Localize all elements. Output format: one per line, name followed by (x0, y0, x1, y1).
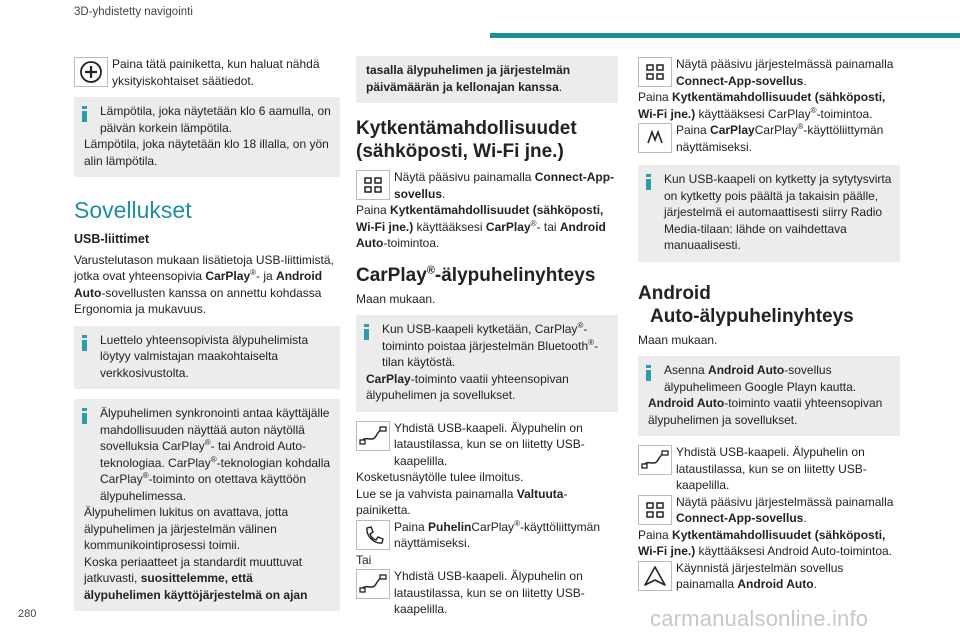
phone-row (356, 519, 618, 552)
usb-cable-icon (356, 569, 390, 599)
phone-app-icon (356, 520, 390, 550)
usb-paragraph: Varustelutason mukaan lisätietoja USB-liittimistä, jotka ovat yhteensopivia CarPlay®- ja Android Auto-sovellusten kanssa on annettu kohdassa Ergonomia ja mukavuus. (74, 252, 334, 316)
note-temperature (74, 97, 340, 177)
section-title: Sovellukset (74, 197, 192, 223)
usb-cable-icon (356, 421, 390, 451)
carplay-button-text: Paina CarPlayCarPlay®-käyttöliittymän näyttämiseksi. (676, 122, 884, 154)
grid-app-icon (638, 57, 672, 87)
android-auto-icon (638, 561, 672, 591)
running-header: 3D-yhdistetty navigointi (74, 6, 193, 18)
grid-app-icon (356, 170, 390, 200)
heading-carplay: CarPlay®-älypuhelinyhteys (356, 264, 596, 286)
connectivity-paragraph-3: Paina Kytkentämahdollisuudet (sähköposti, Wi-Fi jne.) käyttääksesi CarPlay®-toimintoa. (638, 90, 886, 121)
info-icon (364, 324, 369, 339)
android-auto-row (638, 560, 900, 593)
note-bt-req: CarPlay-toiminto vaatii yhteensopivan älypuhelimen ja sovellukset. (366, 371, 569, 402)
column-1 (74, 56, 340, 611)
plus-button-text: Paina tätä painiketta, kun haluat nähdä yksityiskohtaiset säätiedot. (112, 57, 320, 88)
country-note: Maan mukaan. (356, 291, 436, 306)
connect-app-row-4 (638, 494, 900, 527)
note-android (638, 356, 900, 436)
or-text: Tai (356, 552, 372, 567)
note-android-req: Android Auto-toiminto vaatii yhteensopivan älypuhelimen ja sovellukset. (648, 396, 883, 427)
column-2 (356, 56, 618, 618)
info-icon (646, 174, 651, 189)
usb-row-2 (356, 568, 618, 618)
note-sync-text: Älypuhelimen synkronointi antaa käyttäjälle mahdollisuuden näyttää auton näytöllä sovelluksia CarPlay®- tai Android Auto-teknologiaa. CarPlay®-teknologian kohdalla CarPlay®-toiminto on otettava käyttöön älypuhelimessa. (100, 406, 331, 503)
column-3 (638, 56, 900, 593)
carplay-button-row (638, 122, 900, 155)
phone-text: Paina PuhelinCarPlay®-käyttöliittymän näyttämiseksi. (394, 518, 600, 550)
note-usb-media (638, 165, 900, 262)
note-list-text: Luettelo yhteensopivista älypuhelimista löytyy valmistajan maakohtaiselta verkkosivustolta. (100, 332, 309, 380)
header-accent-bar (490, 33, 960, 38)
info-icon (82, 106, 87, 121)
android-auto-text: Käynnistä järjestelmän sovellus painamalla Android Auto. (676, 560, 844, 591)
watermark: carmanualsonline.info (650, 606, 869, 631)
usb-heading: USB-liittimet (74, 232, 149, 246)
usb-cable-icon (638, 445, 672, 475)
connectivity-paragraph-4: Paina Kytkentämahdollisuudet (sähköposti, Wi-Fi jne.) käyttääksesi Android Auto-toimintoa. (638, 527, 892, 558)
plus-circle-icon (74, 57, 108, 87)
plus-button-row (74, 56, 340, 89)
usb-text-1: Yhdistä USB-kaapeli. Älypuhelin on lataustilassa, kun se on liitetty USB-kaapelilla. (394, 420, 585, 468)
usb-row-3 (638, 444, 900, 494)
note-temp-line2: Lämpötila, joka näytetään klo 18 illalla, on yön alin lämpötila. (84, 137, 329, 168)
note-bluetooth (356, 315, 618, 412)
note-sync-advice: Koska periaatteet ja standardit muuttuvat jatkuvasti, suosittelemme, että älypuhelimen käyttöjärjestelmä on ajan (84, 554, 308, 602)
info-icon (82, 408, 87, 423)
note-temp-line1: Lämpötila, joka näytetään klo 6 aamulla, on päivän korkein lämpötila. (100, 104, 331, 135)
connect-app-text-4: Näytä pääsivu järjestelmässä painamalla Connect-App-sovellus. (676, 494, 894, 525)
heading-connectivity: Kytkentämahdollisuudet (sähköposti, Wi-Fi jne.) (356, 118, 577, 162)
connect-app-text: Näytä pääsivu painamalla Connect-App-sovellus. (394, 170, 615, 201)
heading-android: Android (638, 282, 711, 304)
usb-text-2: Yhdistä USB-kaapeli. Älypuhelin on lataustilassa, kun se on liitetty USB-kaapelilla. (394, 569, 585, 616)
connect-app-text-3: Näytä pääsivu järjestelmässä painamalla Connect-App-sovellus. (676, 57, 894, 88)
page-number: 280 (18, 608, 37, 620)
note-bt-text: Kun USB-kaapeli kytketään, CarPlay®-toiminto poistaa järjestelmän Bluetooth®-tilan käytöstä. (382, 321, 599, 369)
note-compatible-list (74, 326, 340, 390)
info-icon (82, 335, 87, 350)
note-sync-continued (356, 56, 618, 103)
grid-app-icon (638, 495, 672, 525)
note-android-install: Asenna Android Auto-sovellus älypuhelimeen Google Playn kautta. (664, 363, 857, 394)
touchscreen-notice: Kosketusnäytölle tulee ilmoitus. (356, 470, 524, 484)
authorize-text: Lue se ja vahvista painamalla Valtuuta-painiketta. (356, 486, 568, 517)
note-sync-unlock: Älypuhelimen lukitus on avattava, jotta älypuhelimen ja järjestelmän välinen kommunikointiprosessi toimii. (84, 505, 289, 552)
usb-row-1 (356, 420, 618, 470)
connectivity-paragraph: Paina Kytkentämahdollisuudet (sähköposti, Wi-Fi jne.) käyttääksesi CarPlay®- tai Android Auto-toimintoa. (356, 203, 606, 250)
note-sync (74, 399, 340, 611)
info-icon (646, 365, 651, 380)
heading-android-2: Auto-älypuhelinyhteys (650, 305, 854, 327)
usb-text-3: Yhdistä USB-kaapeli. Älypuhelin on lataustilassa, kun se on liitetty USB-kaapelilla. (676, 445, 867, 492)
note-usb-text: Kun USB-kaapeli on kytketty ja sytytysvirta on kytketty pois päältä ja takaisin päälle, järjestelmä ei automaattisesti siirry Radio Media-tilaan: lähde on vaihdettava manuaalisesti. (664, 172, 892, 252)
connect-app-row (356, 169, 618, 202)
connect-app-row-3 (638, 56, 900, 89)
note-continued-text: tasalla älypuhelimen ja järjestelmän päivämäärän ja kellonajan kanssa. (366, 63, 571, 94)
carplay-icon (638, 123, 672, 153)
country-note-3: Maan mukaan. (638, 332, 718, 347)
